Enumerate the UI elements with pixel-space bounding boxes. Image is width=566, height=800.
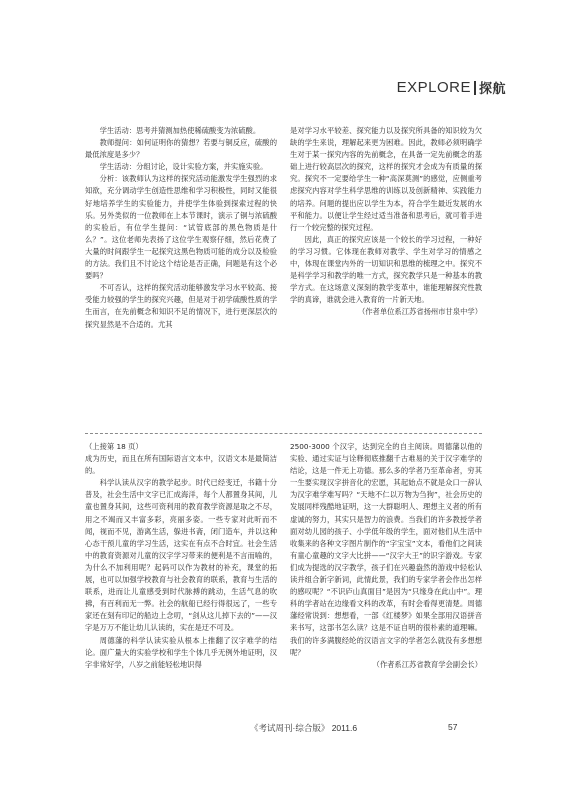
paragraph: 不可否认，这样的探究活动能够激发学习水平较高、接受能力较强的学生的探究兴趣，但是对于初学硫酸性质的学生而言，在先前概念和知识不足的情况下，进行更深层次的探究显然是不合适的。尤其 [85,283,277,329]
article1-left-column [85,125,277,331]
article2-right-column [290,441,482,671]
magazine-issue: 《考试周刊·综合版》 2011.6 [250,723,358,733]
continued-from-note: （上接第 18 页） [85,442,143,451]
paragraph: 周德藩的科学认读实验从根本上推翻了汉字难学的结论。面广量大的实验学校和学生个体几乎无例外地证明，汉字非常好学，八岁之前能轻松地识得 [85,635,277,669]
author-affiliation: （作者系江苏省教育学会副会长） [372,659,482,669]
paragraph: 2500-3000 个汉字，达到完全的自主阅读。周德藩以他的实验、通过实证与诠释彻底推翻千古难易的关于汉字难学的结论，这是一件无上功德。那么多的学者乃至革命者，穷其一生要实现汉字拼音化的宏愿，其起始点不就是众口一辞认为汉字难学难写吗？“天地不仁以万物为刍狗”，社会历史的发展同样残酷地证明，这一大群聪明人、理想主义者的所有虚诚的努力，其实只是智力的浪费。当我们的许多教授学者面对幼儿园的孩子、小学低年级的学生，面对他们从生活中收集来的各种文字图片制作的“字宝宝”文本，看他们之间读有童心童趣的文字大比拼——“汉字大王”的识字游戏。专家们成为提选的汉字教学，孩子们在兴趣盎然的游戏中轻松认读并组合新字新词，此情此景，我们的专家学者会作出怎样的感叹呢？“不识庐山真面目”是因为“只缘身在此山中”。理科的学者站在边缘看文科的改革，有时会看得更清楚。周德藩经常说到：想想看，一部《红楼梦》如果全部用汉语拼音来书写，这部书怎么读？这是不证自明的很朴素的道理嘛。我们的许多满腹经纶的汉语言文字的学者怎么就没有多想想呢？ [290,442,482,657]
paragraph: 是对学习水平较差、探究能力以及探究所具备的知识较为欠缺的学生来说，理解起来更为困难。因此，教师必须明确学生对于某一探究内容的先前概念，在具备一定先前概念的基础上进行较高层次的探究，这样的探究才会成为有质量的探究。探究不一定要给学生一种“高深莫测”的感觉，应侧重考虑探究内容对学生科学思维的训练以及创新精神、实践能力的培养。问题的提出应以学生为本，符合学生最近发展的水平和能力。以便让学生经过适当准备和思考后，就可着手进行一个较完整的探究过程。 [290,126,482,232]
article1-right-column [290,125,482,319]
section-title-en: EXPLORE [396,79,471,96]
paragraph: 学生活动：思考并猜测加热使稀硫酸变为浓硫酸。 [99,126,261,135]
paragraph: 科学认读从汉字的教学起步。时代已经变迁，书籍十分普及，社会生活中文字已汇成海洋，每个人都置身其间，儿童也置身其间，这些可资利用的教育教学资源是取之不尽，用之不竭而又丰富多彩，亮丽多姿。一些专家对此听而不闻，视而不见，游离生活，躲进书斋，闭门造车，并以这种心态干预儿童的学习生活，这实在有点不合时宜。社会生活中的教育资源对儿童的汉字学习带来的便利是不言而喻的，为什么不加利用呢？起码可以作为教材的补充，课堂的拓展，也可以加强学校教育与社会教育的联系，教育与生活的联系，进而让儿童感受到时代脉搏的跳动，生活气息的吹拂，有百利而无一弊。社会的航船已经行得很远了，一些专家还在刻有印记的船边上念叨，“剑从这儿掉下去的”——汉字是万万不能让幼儿认读的，实在是迂不可及。 [85,478,277,633]
paragraph: 分析：该教师认为这样的探究活动能激发学生强烈的求知欲，充分调动学生创造性思维和学习积极性，同时又能很好地培养学生的实验能力，并使学生体验到探索过程的快乐。另外类似的一位教师在上本节课时，演示了铜与浓硫酸的实验后，有位学生提问：“试管底部的黑色物质是什么？”。这位老师先表扬了这位学生观察仔细，然后花费了大量的时间跟学生一起探究这黑色物质可能的成分以及检验的方法。我们且不讨论这个结论是否正确，问题是有这个必要吗？ [85,174,277,281]
paragraph: 学生活动：分组讨论，设计实验方案，并实施实验。 [99,162,268,172]
paragraph: 教师提问：如何证明你的猜想？若要与铜反应，硫酸的最低浓度是多少？ [85,138,277,160]
paragraph: 因此，真正的探究应该是一个较长的学习过程，一种好的学习习惯。它体现在教师对教学、学生对学习的情感之中，体现在课堂内外的一切知识和思维的梳理之中。探究不是科学学习和教学的唯一方式，探究教学只是一种基本的教学方式。在这场意义深刻的教学变革中，谁能理解探究性教学的真谛，谁就会进入教育的一片新天地。 [290,234,482,305]
page-number: 57 [448,722,458,732]
article2-left-column [85,441,277,671]
paragraph: 成为历史，而且在所有国际语言文本中，汉语文本是最简洁的。 [85,454,277,476]
author-affiliation: （作者单位系江苏省扬州市甘泉中学） [357,307,482,317]
section-divider [85,433,482,434]
section-header [397,78,506,97]
section-title-cn: 探航 [478,82,506,97]
section-divider-bar [474,81,476,95]
